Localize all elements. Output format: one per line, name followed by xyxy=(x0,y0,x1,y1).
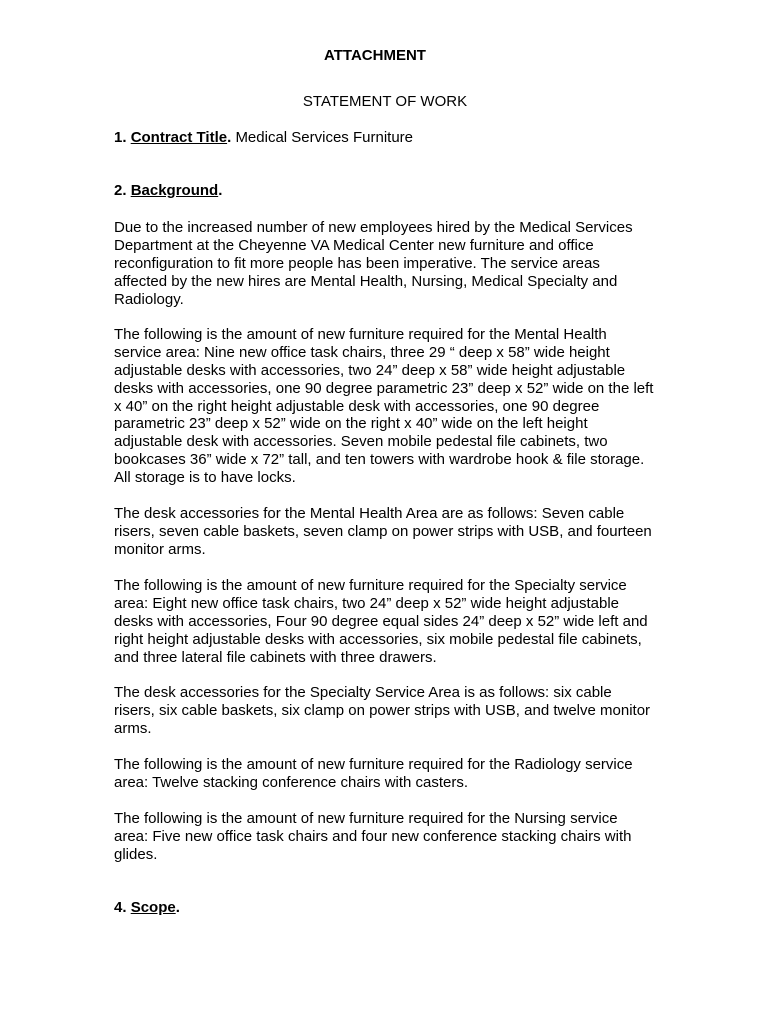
paragraph-line: right height adjustable desks with accessories, six mobile pedestal file cabinets, xyxy=(114,630,642,648)
paragraph-line: Radiology. xyxy=(114,290,184,308)
paragraph-line: reconfiguration to fit more people has been imperative. The service areas xyxy=(114,254,600,272)
paragraph-line: area: Eight new office task chairs, two 24” deep x 52” wide height adjustable xyxy=(114,594,620,612)
paragraph-mental-health-accessories xyxy=(114,505,662,559)
paragraph-radiology-furniture xyxy=(114,756,662,792)
paragraph-line: monitor arms. xyxy=(114,540,206,558)
paragraph-specialty-furniture xyxy=(114,577,662,666)
section-punct: . xyxy=(175,899,180,916)
paragraph-background-intro xyxy=(114,219,662,308)
section-number: 1. xyxy=(114,129,127,146)
paragraph-line: All storage is to have locks. xyxy=(114,469,296,487)
section-label: Scope xyxy=(130,899,176,916)
paragraph-mental-health-furniture xyxy=(114,326,662,487)
paragraph-line: The following is the amount of new furniture required for the Nursing service xyxy=(114,810,618,827)
paragraph-line: area: Twelve stacking conference chairs with casters. xyxy=(114,773,469,791)
document-title: ATTACHMENT xyxy=(324,47,426,64)
paragraph-line: area: Five new office task chairs and four new conference stacking chairs with xyxy=(114,827,632,845)
paragraph-line: desks with accessories, one 90 degree parametric 23” deep x 52” wide on the left xyxy=(114,379,654,397)
section-number: 4. xyxy=(114,899,127,916)
section-punct: . xyxy=(227,129,232,146)
section-heading-contract-title xyxy=(114,129,413,147)
paragraph-line: desks with accessories, Four 90 degree equal sides 24” deep x 52” wide left and xyxy=(114,612,648,630)
section-number: 2. xyxy=(114,182,127,199)
paragraph-line: risers, seven cable baskets, seven clamp on power strips with USB, and fourteen xyxy=(114,522,652,540)
paragraph-line: risers, six cable baskets, six clamp on power strips with USB, and twelve monitor xyxy=(114,701,651,719)
section-heading-background xyxy=(114,182,222,200)
paragraph-line: affected by the new hires are Mental Health, Nursing, Medical Specialty and xyxy=(114,272,618,290)
paragraph-specialty-accessories xyxy=(114,684,662,738)
paragraph-line: The following is the amount of new furniture required for the Radiology service xyxy=(114,756,633,773)
paragraph-line: The desk accessories for the Mental Health Area are as follows: Seven cable xyxy=(114,505,625,522)
paragraph-line: The following is the amount of new furniture required for the Specialty service xyxy=(114,577,627,594)
section-label: Background xyxy=(130,182,219,199)
paragraph-nursing-furniture xyxy=(114,810,662,864)
paragraph-line: Department at the Cheyenne VA Medical Center new furniture and office xyxy=(114,236,594,254)
document-subtitle: STATEMENT OF WORK xyxy=(302,93,468,110)
paragraph-line: glides. xyxy=(114,845,158,863)
contract-title-text: Medical Services Furniture xyxy=(235,129,413,146)
paragraph-line: x 40” on the right height adjustable desk with accessories, one 90 degree xyxy=(114,397,600,415)
section-heading-scope xyxy=(114,899,180,917)
paragraph-line: arms. xyxy=(114,719,152,737)
section-punct: . xyxy=(218,182,223,199)
paragraph-line: The following is the amount of new furniture required for the Mental Health xyxy=(114,326,607,343)
paragraph-line: service area: Nine new office task chairs, three 29 “ deep x 58” wide height xyxy=(114,343,610,361)
paragraph-line: bookcases 36” wide x 72” tall, and ten towers with wardrobe hook & file storage. xyxy=(114,451,645,469)
paragraph-line: The desk accessories for the Specialty Service Area is as follows: six cable xyxy=(114,684,612,701)
paragraph-line: and three lateral file cabinets with three drawers. xyxy=(114,648,437,666)
section-label: Contract Title xyxy=(130,129,228,146)
paragraph-line: Due to the increased number of new employees hired by the Medical Services xyxy=(114,219,633,236)
paragraph-line: adjustable desk with accessories. Seven mobile pedestal file cabinets, two xyxy=(114,433,608,451)
paragraph-line: parametric 23” deep x 52” wide on the right x 40” wide on the left height xyxy=(114,415,588,433)
paragraph-line: adjustable desks with accessories, two 24” deep x 58” wide height adjustable xyxy=(114,361,626,379)
